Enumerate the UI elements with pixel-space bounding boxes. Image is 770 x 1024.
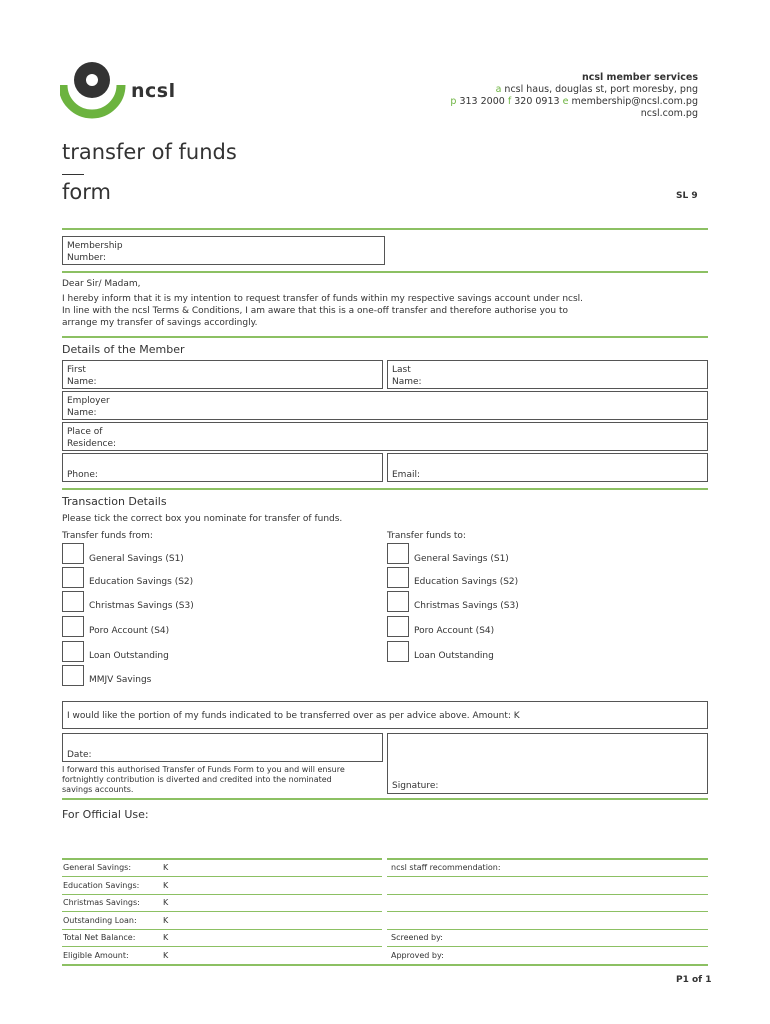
address-prefix: a (495, 84, 502, 95)
from-option-label: Education Savings (S2) (89, 577, 194, 587)
official-currency: K (163, 881, 169, 890)
official-label: Outstanding Loan: (63, 916, 137, 925)
employer-label-2: Name: (67, 408, 97, 418)
page-number: P1 of 1 (676, 975, 712, 985)
from-option-label: MMJV Savings (89, 675, 152, 685)
from-checkbox-poro-account[interactable] (62, 616, 84, 637)
salutation: Dear Sir/ Madam, (62, 279, 141, 289)
fax: 320 0913 (514, 96, 560, 107)
official-currency: K (163, 933, 169, 942)
divider (62, 336, 708, 338)
transaction-instruction: Please tick the correct box you nominate for transfer of funds. (62, 514, 343, 524)
official-currency: K (163, 863, 169, 872)
residence-label-2: Residence: (67, 439, 117, 449)
official-line (387, 911, 708, 912)
phone-label: Phone: (67, 470, 98, 480)
from-option-label: Poro Account (S4) (89, 626, 170, 636)
official-label: Christmas Savings: (63, 898, 140, 907)
official-line (387, 894, 708, 895)
first-name-field[interactable] (62, 360, 383, 389)
official-line (387, 876, 708, 877)
staff-recommendation-label: ncsl staff recommendation: (391, 863, 501, 872)
divider (62, 271, 708, 273)
note-line-1: I forward this authorised Transfer of Funds Form to you and will ensure (62, 765, 345, 774)
official-label: General Savings: (63, 863, 132, 872)
official-line (387, 946, 708, 947)
to-checkbox-poro-account[interactable] (387, 616, 409, 637)
official-line (62, 929, 382, 930)
email-prefix: e (562, 96, 569, 107)
official-line (62, 911, 382, 912)
email-label: Email: (392, 470, 421, 480)
from-option-label: Christmas Savings (S3) (89, 601, 194, 611)
divider (62, 798, 708, 800)
amount-text: I would like the portion of my funds indicated to be transferred over as per advice above. Amount: K (67, 711, 520, 721)
divider (62, 488, 708, 490)
letter-line-1: I hereby inform that it is my intention to request transfer of funds within my respective savings account under ncsl. (62, 294, 584, 304)
brand-name: ncsl (131, 80, 176, 102)
authorisation-note (62, 765, 345, 795)
website: ncsl.com.pg (640, 108, 698, 119)
to-checkbox-christmas-savings[interactable] (387, 591, 409, 612)
from-checkbox-christmas-savings[interactable] (62, 591, 84, 612)
phone: 313 2000 (459, 96, 505, 107)
title-line1: transfer of funds (62, 140, 237, 164)
title-dash (62, 174, 84, 175)
fax-prefix: f (507, 96, 512, 107)
official-line (62, 876, 382, 877)
official-line (62, 946, 382, 947)
from-checkbox-education-savings[interactable] (62, 567, 84, 588)
official-line (387, 858, 708, 860)
contact-heading: ncsl member services (581, 72, 698, 83)
to-checkbox-loan-outstanding[interactable] (387, 641, 409, 662)
membership-number-field[interactable] (62, 236, 385, 265)
letter-line-3: arrange my transfer of savings accordingly. (62, 318, 258, 328)
contact-address-line (450, 84, 698, 96)
official-line (62, 858, 382, 860)
membership-label-1: Membership (67, 241, 123, 251)
employer-name-field[interactable] (62, 391, 708, 420)
first-name-label-2: Name: (67, 377, 97, 387)
approved-by-label: Approved by: (391, 951, 444, 960)
official-currency: K (163, 916, 169, 925)
official-currency: K (163, 951, 169, 960)
last-name-label-2: Name: (392, 377, 422, 387)
to-option-label: General Savings (S1) (414, 554, 509, 564)
to-checkbox-general-savings[interactable] (387, 543, 409, 564)
transfer-from-label: Transfer funds from: (62, 531, 153, 541)
letter-line-2: In line with the ncsl Terms & Conditions, I am aware that this is a one-off transfer and therefore authorise you to (62, 306, 568, 316)
signature-field[interactable] (387, 733, 708, 794)
date-field[interactable] (62, 733, 383, 762)
official-currency: K (163, 898, 169, 907)
official-line (62, 964, 708, 966)
first-name-label-1: First (67, 365, 86, 375)
phone-prefix: p (450, 96, 457, 107)
official-label: Education Savings: (63, 881, 140, 890)
place-of-residence-field[interactable] (62, 422, 708, 451)
transfer-to-label: Transfer funds to: (387, 531, 466, 541)
contact-block (450, 72, 698, 120)
to-option-label: Loan Outstanding (414, 651, 494, 661)
email-address: membership@ncsl.com.pg (571, 96, 698, 107)
amount-field[interactable] (62, 701, 708, 729)
from-checkbox-loan-outstanding[interactable] (62, 641, 84, 662)
note-line-3: savings accounts. (62, 785, 134, 794)
address: ncsl haus, douglas st, port moresby, png (504, 84, 698, 95)
phone-field[interactable] (62, 453, 383, 482)
to-option-label: Education Savings (S2) (414, 577, 519, 587)
from-option-label: Loan Outstanding (89, 651, 169, 661)
employer-label-1: Employer (67, 396, 110, 406)
to-checkbox-education-savings[interactable] (387, 567, 409, 588)
from-checkbox-general-savings[interactable] (62, 543, 84, 564)
screened-by-label: Screened by: (391, 933, 443, 942)
contact-phone-line (450, 96, 698, 108)
last-name-field[interactable] (387, 360, 708, 389)
official-line (62, 894, 382, 895)
divider (62, 228, 708, 230)
to-option-label: Poro Account (S4) (414, 626, 495, 636)
residence-label-1: Place of (67, 427, 103, 437)
last-name-label-1: Last (392, 365, 411, 375)
to-option-label: Christmas Savings (S3) (414, 601, 519, 611)
email-field[interactable] (387, 453, 708, 482)
official-label: Total Net Balance: (63, 933, 136, 942)
from-checkbox-mmjv-savings[interactable] (62, 665, 84, 686)
title-line2: form (62, 180, 111, 204)
transaction-heading: Transaction Details (62, 495, 167, 508)
membership-label-2: Number: (67, 253, 107, 263)
note-line-2: fortnightly contribution is diverted and credited into the nominated (62, 775, 332, 784)
member-details-heading: Details of the Member (62, 343, 185, 356)
from-option-label: General Savings (S1) (89, 554, 184, 564)
official-use-heading: For Official Use: (62, 808, 149, 821)
official-label: Eligible Amount: (63, 951, 129, 960)
date-label: Date: (67, 750, 92, 760)
form-code: SL 9 (676, 191, 698, 201)
official-line (387, 929, 708, 930)
signature-label: Signature: (392, 781, 439, 791)
ncsl-logo (60, 58, 180, 122)
